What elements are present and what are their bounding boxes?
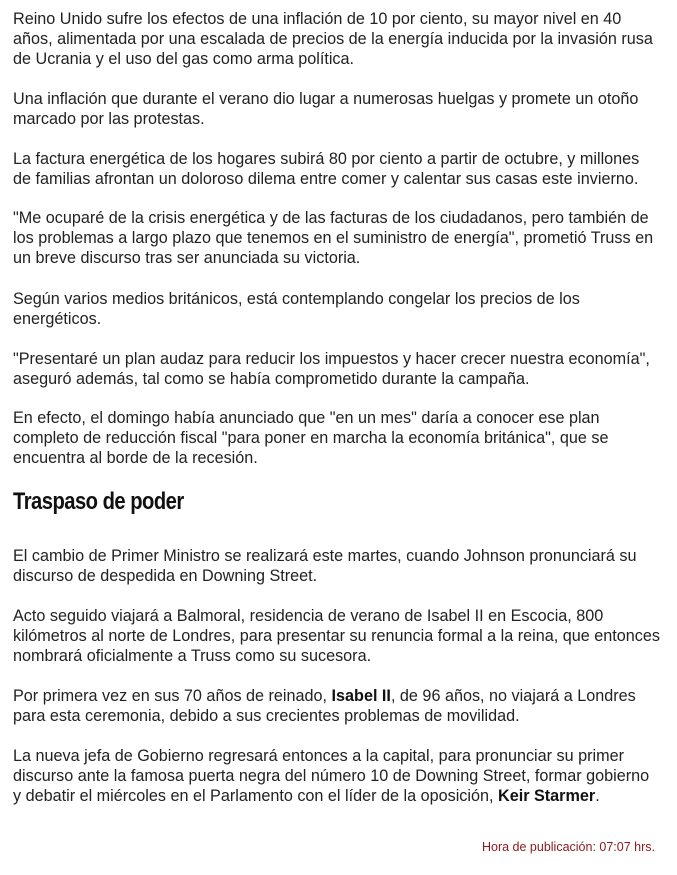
paragraph-text: La nueva jefa de Gobierno regresará entonces a la capital, para pronunciar su primer discurso ante la famosa puerta negra del número 10 de Downing Street, formar gobierno y debatir el miércoles en el Parlamento con el líder de la oposición,	[13, 747, 650, 805]
paragraph: Reino Unido sufre los efectos de una inflación de 10 por ciento, su mayor nivel en 40 años, alimentada por una escalada de precios de la energía inducida por la invasión rusa de Ucrania y el uso del gas como arma política.	[13, 10, 653, 68]
paragraph: La factura energética de los hogares subirá 80 por ciento a partir de octubre, y millones de familias afrontan un doloroso dilema entre comer y calentar sus casas este invierno.	[13, 150, 640, 188]
paragraph	[13, 746, 661, 806]
paragraph-text: Por primera vez en sus 70 años de reinado,	[13, 687, 332, 705]
paragraph: "Presentaré un plan audaz para reducir los impuestos y hacer crecer nuestra economía", aseguró además, tal como se había comprometido durante la campaña.	[13, 350, 650, 388]
publication-time: Hora de publicación: 07:07 hrs.	[481, 840, 655, 854]
paragraph: Según varios medios británicos, está contemplando congelar los precios de los energéticos.	[13, 290, 580, 328]
paragraph-text: .	[595, 787, 600, 805]
paragraph: En efecto, el domingo había anunciado que "en un mes" daría a conocer ese plan completo de reducción fiscal "para poner en marcha la economía británica", que se encuentra al borde de la recesión.	[13, 409, 609, 467]
bold-name: Keir Starmer	[498, 787, 596, 805]
paragraph	[13, 686, 661, 726]
paragraph: "Me ocuparé de la crisis energética y de las facturas de los ciudadanos, pero también de los problemas a largo plazo que tenemos en el suministro de energía", prometió Truss en un breve discurso tras ser anunciada su victoria.	[13, 209, 654, 267]
section-heading: Traspaso de poder	[13, 488, 184, 515]
bold-name: Isabel II	[331, 687, 391, 705]
paragraph: Acto seguido viajará a Balmoral, residencia de verano de Isabel II en Escocia, 800 kilómetros al norte de Londres, para presentar su renuncia formal a la reina, que entonces nombrará oficialmente a Truss como su sucesora.	[13, 607, 660, 665]
paragraph: Una inflación que durante el verano dio lugar a numerosas huelgas y promete un otoño marcado por las protestas.	[13, 90, 639, 128]
paragraph-text: , de 96 años, no viajará a Londres para esta ceremonia, debido a sus crecientes problemas de movilidad.	[13, 687, 636, 725]
paragraph: El cambio de Primer Ministro se realizará este martes, cuando Johnson pronunciará su discurso de despedida en Downing Street.	[13, 547, 637, 585]
